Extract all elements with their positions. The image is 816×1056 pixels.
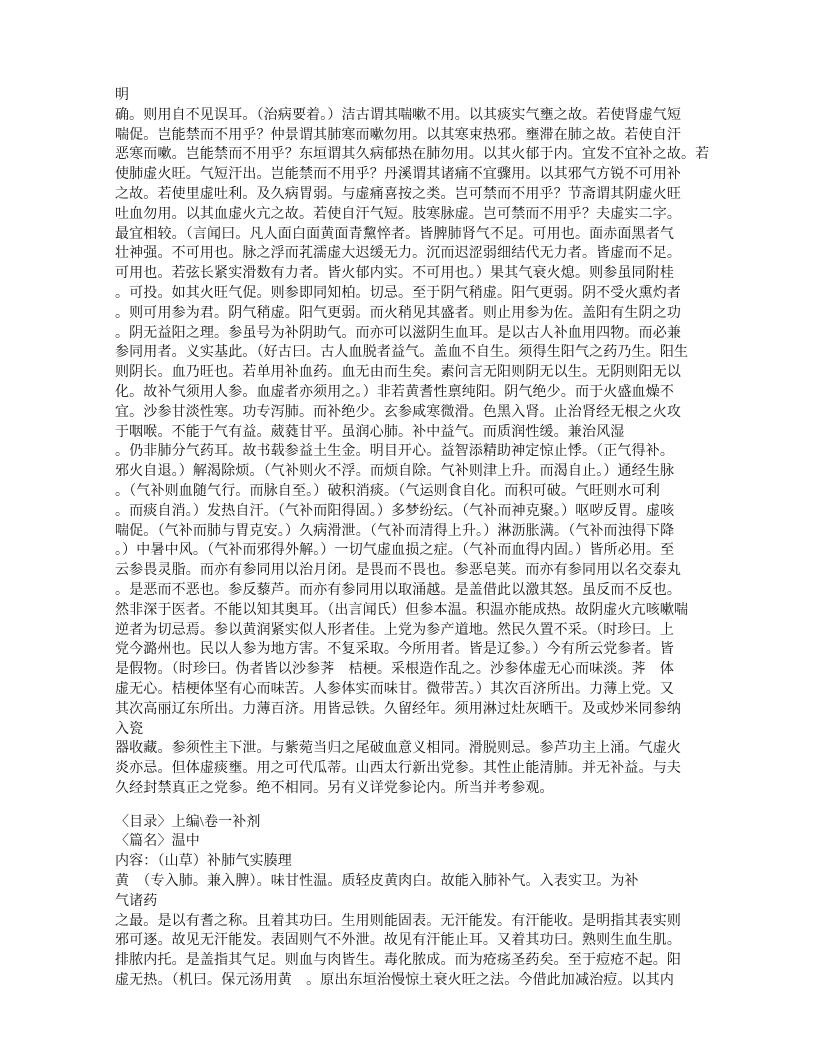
- text-line: 最宜相较。（言闻曰。凡人面白面黄面青黧悴者。皆脾肺肾气不足。可用也。面赤面黑者气: [115, 226, 674, 242]
- text-line: 炎亦忌。但体虚痰壅。用之可代瓜蒂。山西太行新出党参。其性止能清肺。并无补益。与夫: [115, 761, 681, 777]
- text-line: 明: [115, 88, 130, 103]
- text-line: 。阴无益阳之理。参虽号为补阴助气。而亦可以滋阴生血耳。是以古人补血用四物。而必兼: [115, 325, 681, 341]
- text-line: 确。则用自不见误耳。（治病要着。）洁古谓其喘嗽不用。以其痰实气壅之故。若使肾虚气短: [115, 107, 682, 123]
- text-line: 恶寒而嗽。岂能禁而不用乎？东垣谓其久病郁热在肺勿用。以其火郁于内。宜发不宜补之故。若: [115, 147, 710, 163]
- text-line: 然非深于医者。不能以知其奥耳。（出言闻氏）但参本温。积温亦能成热。故阴虚火亢咳嗽喘: [115, 602, 689, 618]
- text-line: 可用也。若弦长紧实滑数有力者。皆火郁内实。不可用也。）果其气衰火熄。则参虽同附桂: [115, 266, 674, 282]
- text-line: 。（气补则血随气行。而脉自至。）破积消痰。（气运则食自化。而积可破。气旺则水可利: [115, 483, 660, 499]
- text-line: 。）中暑中风。（气补而邪得外解。）一切气虚血损之症。（气补而血得内固。）皆所必用。至: [115, 543, 675, 559]
- text-line: 参同用者。义实基此。（好古曰。古人血脱者益气。盖血不自生。须得生阳气之药乃生。阳生: [115, 345, 689, 361]
- text-line: 喘促。（气补而肺与胃克安。）久病滑泄。（气补而清得上升。）淋沥胀满。（气补而浊得下降: [115, 523, 675, 539]
- text-line: 于咽喉。不能于气有益。葳蕤甘平。虽润心肺。补中益气。而质润性缓。兼治风湿: [115, 424, 625, 440]
- text-line: 〈篇名〉温中: [115, 834, 200, 850]
- text-line: 吐血勿用。以其血虚火亢之故。若使自汗气短。肢寒脉虚。岂可禁而不用乎？夫虚实二字。: [115, 206, 681, 222]
- text-line: 。而痰自消。）发热自汗。（气补而阳得固。）多梦纷纭。（气补而神克聚。）呕哕反胃。虚咳: [115, 503, 675, 519]
- text-line: 使肺虚火旺。气短汗出。岂能禁而不用乎？丹溪谓其诸痛不宜骤用。以其邪气方锐不可用补: [115, 167, 681, 183]
- text-line: 党今潞州也。民以人参为地方害。不复采取。今所用者。皆是辽参。）今有所云党参者。皆: [115, 642, 674, 658]
- text-line: 。可投。如其火旺气促。则参即同知柏。切忌。至于阴气稍虚。阳气更弱。阴不受火熏灼者: [115, 285, 681, 301]
- text-line: 排脓内托。是盖指其气足。则血与肉皆生。毒化脓成。而为疮疡圣药矣。至于痘疮不起。阳: [115, 953, 681, 969]
- text-line: 则阴长。血乃旺也。若单用补血药。血无由而生矣。素问言无阳则阴无以生。无阴则阳无以: [115, 365, 681, 381]
- text-line: 。仍非肺分气药耳。故书载参益土生金。明目开心。益智添精助神定惊止悸。（正气得补。: [115, 444, 674, 460]
- text-block-huangqi-entry: [115, 813, 716, 991]
- text-line: 。则可用参为君。阴气稍虚。阳气更弱。而火稍见其盛者。则止用参为佐。盖阳有生阴之功: [115, 305, 681, 321]
- text-line: 黄 （专入肺。兼入脾）。味甘性温。质轻皮黄肉白。故能入肺补气。入表实卫。为补: [115, 874, 639, 890]
- text-line: 久经封禁真正之党参。绝不相同。另有义详党参论内。所当并考参观。: [115, 780, 554, 796]
- text-line: 内容：（山草）补肺气实腠理: [115, 854, 292, 870]
- text-line: 之最。是以有耆之称。且着其功曰。生用则能固表。无汗能发。有汗能收。是明指其表实则: [115, 913, 681, 929]
- text-line: 气诸药: [115, 893, 158, 909]
- text-line: 邪火自退。）解渴除烦。（气补则火不浮。而烦自除。气补则津上升。而渴自止。）通经生脉: [115, 464, 675, 480]
- text-line: 其次高丽辽东所出。力薄百济。用皆忌铁。久留经年。须用淋过灶灰晒干。及或炒米同参纳: [115, 701, 681, 717]
- text-line: 是假物。（时珍曰。伪者皆以沙参荠 桔梗。采根造作乱之。沙参体虚无心而味淡。荠 体: [115, 662, 674, 678]
- text-line: 喘促。岂能禁而不用乎？仲景谓其肺寒而嗽勿用。以其寒束热邪。壅滞在肺之故。若使自汗: [115, 127, 681, 143]
- text-line: 化。故补气须用人参。血虚者亦须用之。）非若黄耆性禀纯阳。阴气绝少。而于火盛血燥不: [115, 384, 674, 400]
- text-line: 器收藏。参须性主下泄。与紫菀当归之尾破血意义相同。滑脱则忌。参芦功主上涌。气虚火: [115, 741, 681, 757]
- text-line: 壮神强。不可用也。脉之浮而芤濡虚大迟缓无力。沉而迟涩弱细结代无力者。皆虚而不足。: [115, 246, 681, 262]
- text-line: 逆者为切忌焉。参以黄润紧实似人形者佳。上党为参产道地。然民久置不采。（时珍曰。上: [115, 622, 674, 638]
- text-line: 之故。若使里虚吐利。及久病胃弱。与虚痛喜按之类。岂可禁而不用乎？节斋谓其阴虚火旺: [115, 186, 681, 202]
- text-line: 入瓷: [115, 721, 144, 737]
- text-line: 。是恶而不恶也。参反藜芦。而亦有参同用以取涌越。是盖借此以激其怒。虽反而不反也。: [115, 582, 681, 598]
- text-line: 云参畏灵脂。而亦有参同用以治月闭。是畏而不畏也。参恶皂荚。而亦有参同用以名交泰丸: [115, 563, 681, 579]
- text-block-renshen-discussion: [115, 86, 716, 799]
- text-line: 宜。沙参甘淡性寒。功专泻肺。而补绝少。玄参咸寒微滑。色黑入肾。止治肾经无根之火攻: [115, 404, 681, 420]
- text-line: 邪可逐。故见无汗能发。表固则气不外泄。故见有汗能止耳。又着其功曰。熟则生血生肌。: [115, 933, 681, 949]
- text-line: 虚无热。（机曰。保元汤用黄 。原出东垣治慢惊土衰火旺之法。今借此加减治痘。以其内: [115, 973, 674, 989]
- text-line: 虚无心。桔梗体坚有心而味苦。人参体实而味甘。微带苦。）其次百济所出。力薄上党。又: [115, 681, 674, 697]
- text-line: 〈目录〉上编\卷一补剂: [115, 814, 261, 830]
